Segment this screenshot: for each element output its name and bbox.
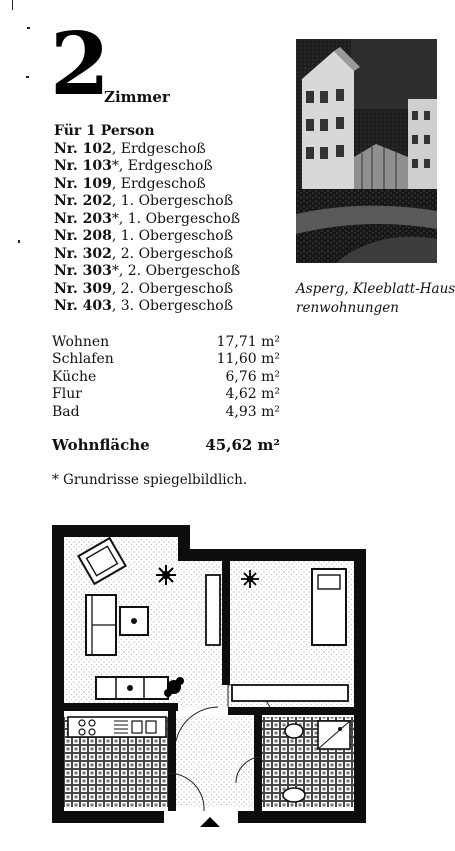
area-value: 17,71 m²: [216, 334, 280, 350]
margin-mark: [26, 76, 29, 78]
area-value: 11,60 m²: [216, 351, 280, 368]
apartment-unit: [54, 298, 240, 316]
apartment-floor: 3. Obergeschoß: [120, 298, 234, 314]
apartment-unit: [54, 211, 240, 229]
apartment-number: Nr. 403: [54, 298, 112, 314]
apartment-units: [54, 141, 240, 316]
apartment-number: Nr. 203: [54, 210, 112, 227]
apartment-unit: [54, 281, 240, 299]
apartment-unit: [54, 228, 240, 246]
margin-mark: [18, 240, 20, 243]
apartment-suffix: ,: [111, 175, 117, 192]
apartment-unit: [54, 193, 240, 211]
apartment-suffix: *,: [111, 210, 124, 227]
total-area-label: Wohnfläche: [52, 436, 150, 454]
apartment-floor: 1. Obergeschoß: [127, 210, 241, 227]
apartment-number: Nr. 302: [54, 245, 112, 262]
apartment-unit: [54, 246, 240, 264]
apartment-number: Nr. 202: [54, 193, 112, 209]
apartment-number: Nr. 208: [54, 228, 112, 244]
apartment-suffix: ,: [111, 140, 117, 157]
apartment-suffix: *,: [111, 263, 124, 279]
apartment-floor: Erdgeschoß: [120, 175, 206, 192]
room-word: Zimmer: [104, 88, 170, 106]
area-label: Bad: [52, 403, 80, 420]
apartment-number: Nr. 109: [54, 175, 112, 192]
area-label: Wohnen: [52, 334, 110, 350]
area-label: Schlafen: [52, 351, 114, 368]
apartment-number: Nr. 103: [54, 158, 112, 174]
apartment-suffix: ,: [111, 280, 117, 297]
area-label: Flur: [52, 386, 82, 403]
building-photo: [296, 39, 437, 263]
floor-plan: [48, 521, 370, 827]
apartment-floor: 1. Obergeschoß: [120, 228, 234, 244]
apartment-floor: Erdgeschoß: [127, 158, 213, 174]
area-row: [52, 334, 280, 351]
total-area-value: 45,62 m²: [205, 436, 280, 454]
photo-caption-line2: renwohnungen: [296, 300, 399, 316]
photo-caption: [296, 280, 455, 318]
area-label: Küche: [52, 368, 97, 385]
apartment-floor: 2. Obergeschoß: [120, 245, 234, 262]
apartment-number: Nr. 309: [54, 280, 112, 297]
apartment-suffix: ,: [111, 298, 117, 314]
area-row: [52, 404, 280, 421]
apartment-floor: 2. Obergeschoß: [120, 280, 234, 297]
apartment-floor: 2. Obergeschoß: [127, 263, 241, 279]
apartment-suffix: ,: [111, 228, 117, 244]
area-row: [52, 386, 280, 403]
apartment-suffix: ,: [111, 193, 117, 209]
area-row: [52, 369, 280, 386]
area-row: [52, 351, 280, 368]
apartment-number: Nr. 102: [54, 140, 112, 157]
area-value: 6,76 m²: [225, 368, 280, 385]
area-table: [52, 334, 280, 421]
area-value: 4,62 m²: [225, 386, 280, 403]
apartment-floor: Erdgeschoß: [120, 140, 206, 157]
apartment-unit: [54, 176, 240, 194]
room-count: 2: [50, 14, 108, 115]
margin-mark: [12, 0, 13, 10]
margin-mark: [27, 27, 30, 29]
apartment-number: Nr. 303: [54, 263, 112, 279]
apartment-suffix: ,: [111, 245, 117, 262]
total-area: [52, 436, 280, 454]
area-value: 4,93 m²: [225, 403, 280, 420]
photo-caption-line1: Asperg, Kleeblatt-Haus: [296, 281, 455, 297]
footnote: * Grundrisse spiegelbildlich.: [52, 472, 248, 488]
apartment-unit: [54, 141, 240, 159]
apartment-list: [54, 123, 240, 316]
apartment-list-title: Für 1 Person: [54, 123, 155, 139]
apartment-suffix: *,: [111, 158, 124, 174]
apartment-unit: [54, 263, 240, 281]
apartment-unit: [54, 158, 240, 176]
apartment-floor: 1. Obergeschoß: [120, 193, 234, 209]
